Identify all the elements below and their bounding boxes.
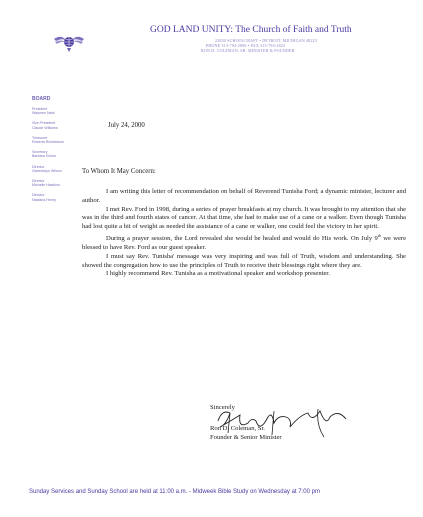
board-role: Treasurer	[32, 135, 48, 140]
winged-globe-icon	[52, 30, 86, 54]
signer-title: Founder & Senior Minister	[210, 434, 282, 441]
paragraph-text: we were blessed to have Rev. Ford as our guest speaker.	[82, 235, 407, 251]
board-name: Claude Williams	[32, 125, 58, 130]
minister-line: RON D. COLEMAN, SR. MINISTER & FOUNDER	[201, 48, 295, 53]
ordinal-suffix: th	[377, 232, 381, 238]
board-member	[32, 107, 72, 115]
paragraph: I highly recommend Rev. Tunisha as a motivational speaker and workshop presenter.	[106, 270, 330, 278]
board-name: Barbara Glover	[32, 154, 57, 159]
organization-name: GOD LAND UNITY: The Church of Faith and Truth	[150, 25, 352, 35]
board-title: BOARD	[32, 96, 51, 102]
board-role: President	[32, 107, 48, 111]
board-name: Natasha Henry	[32, 197, 56, 202]
letter-body	[82, 188, 406, 279]
paragraph: I must say Rev. Tunisha' message was very inspiring and was full of Truth, wisdom and understanding. She showed the congregation how to use the principles of Truth to receive their blessings right where they are.	[82, 252, 406, 269]
paragraph: I met Rev. Ford in 1998, during a series of prayer breakfasts at my church. It was brought to my attention that she was in the third and fourth states of cancer. At that time, she had to make use of a cane or a walker. Even though Tunisha had lost quite a bit of weight as needed the assistance of a cane or walker, one could feel the victory in her spirit.	[82, 205, 406, 231]
board-role: Director	[32, 179, 45, 184]
paragraph	[82, 232, 406, 253]
board-name: Waymen Neal	[32, 111, 55, 116]
address-line: 22850 SCHOOLCRAFT • DETROIT, MICHIGAN 48223	[215, 38, 318, 43]
board-name: Roberta Richardson	[32, 140, 64, 145]
board-role: Secretary	[32, 150, 48, 155]
board-member	[32, 121, 72, 129]
signer-name: Ron D. Coleman, Sr.	[210, 425, 265, 432]
footer-services: Sunday Services and Sunday School are held at 11:00 a.m. - Midweek Bible Study on Wednesday at 7:00 pm	[29, 489, 320, 495]
closing: Sincerely	[210, 404, 235, 411]
salutation: To Whom It May Concern:	[82, 168, 156, 175]
board-member	[32, 165, 72, 173]
board-member	[32, 136, 72, 144]
paragraph: I am writing this letter of recommendation on behalf of Reverend Tunisha Ford; a dynamic minister, lecturer and author.	[82, 188, 406, 204]
board-role: Vice-President	[32, 121, 56, 126]
board-member	[32, 193, 72, 201]
board-role: Director	[32, 164, 45, 169]
board-member	[32, 179, 72, 187]
phone-line: PHONE 313-794-2800 • FAX 313-794-2822	[206, 43, 286, 48]
board-list	[32, 107, 72, 208]
board-member	[32, 150, 72, 158]
board-name: Michelle Hawkins	[32, 183, 60, 188]
board-name: Gwendolyn Wilson	[32, 168, 62, 173]
paragraph-text: During a prayer session, the Lord revealed she would be healed and would do His work. On July 9	[106, 235, 378, 243]
board-role: Director	[32, 193, 45, 198]
letter-date: July 24, 2000	[108, 122, 145, 129]
